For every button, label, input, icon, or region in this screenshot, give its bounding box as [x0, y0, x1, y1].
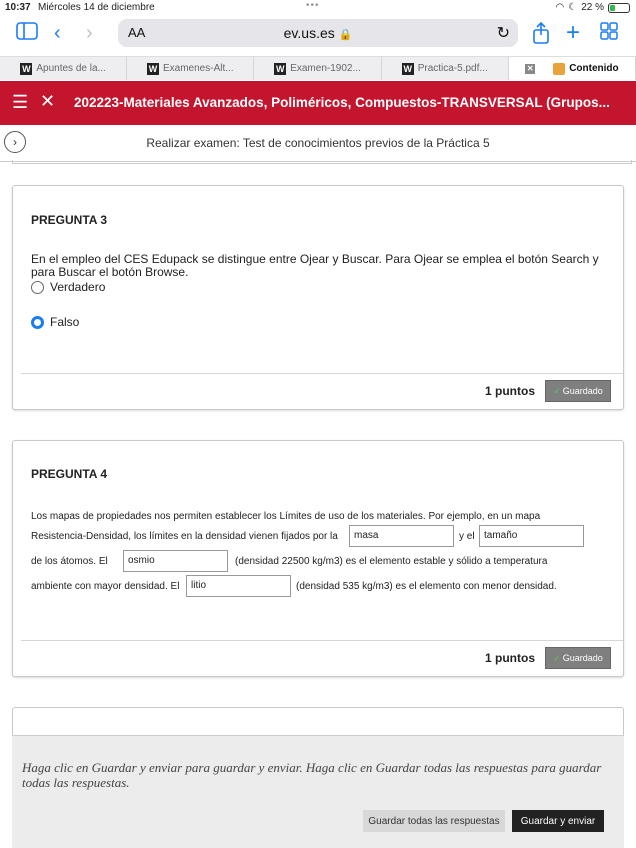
word-icon: W: [275, 63, 285, 74]
expand-chevron-icon[interactable]: ›: [4, 131, 26, 153]
question-text-line: (densidad 535 kg/m3) es el elemento con menor densidad.: [296, 581, 557, 592]
tab-strip: [0, 56, 636, 80]
battery-percent: 22 %: [581, 2, 604, 13]
new-tab-icon[interactable]: +: [566, 19, 581, 46]
forward-icon[interactable]: ›: [86, 22, 93, 44]
points-label: 1 puntos: [485, 651, 535, 665]
question-4-card: [12, 440, 624, 677]
course-header: [0, 81, 636, 125]
question-text-line: ambiente con mayor densidad. El: [31, 581, 180, 592]
moon-icon: ☾: [568, 2, 578, 13]
saved-badge: ✓ Guardado: [545, 380, 611, 402]
tab-examen[interactable]: W Examen-1902...: [254, 57, 381, 80]
question-text-line: Los mapas de propiedades nos permiten establecer los Límites de uso de los materiales. Por ejemplo, en un mapa: [31, 511, 541, 522]
multitask-dots-icon[interactable]: •••: [306, 0, 320, 11]
close-tab-icon[interactable]: ✕: [526, 64, 534, 73]
option-falso[interactable]: [31, 315, 79, 329]
divider: [21, 640, 623, 641]
word-icon: W: [403, 63, 412, 74]
word-icon: W: [148, 63, 158, 74]
sidebar-icon[interactable]: [16, 22, 38, 45]
tab-practica[interactable]: W Practica-5.pdf...: [382, 57, 509, 80]
option-label: Verdadero: [50, 280, 106, 294]
question-text-line: de los átomos. El: [31, 556, 108, 567]
status-bar: [0, 0, 636, 16]
share-icon[interactable]: [532, 22, 550, 49]
answer-input-3[interactable]: osmio: [123, 550, 228, 572]
question-text-line: Resistencia-Densidad, los límites en la densidad vienen fijados por la: [31, 531, 338, 542]
browser-toolbar: [0, 16, 636, 52]
status-time: 10:37: [5, 2, 31, 13]
question-text-line: y el: [459, 531, 475, 542]
tabs-overview-icon[interactable]: [600, 22, 618, 45]
menu-icon[interactable]: ☰: [12, 92, 29, 112]
save-all-button[interactable]: Guardar todas las respuestas: [363, 810, 505, 832]
check-icon: ✓: [553, 385, 561, 396]
radio-verdadero[interactable]: [31, 281, 44, 294]
site-favicon-icon: [553, 63, 565, 75]
option-verdadero[interactable]: [31, 280, 105, 294]
divider: [21, 373, 623, 374]
status-date: Miércoles 14 de diciembre: [38, 2, 155, 13]
question-3-card: [12, 185, 624, 410]
answer-input-4[interactable]: litio: [186, 575, 291, 597]
saved-badge: ✓ Guardado: [545, 647, 611, 669]
question-text-line: (densidad 22500 kg/m3) es el elemento estable y sólido a temperatura: [235, 556, 548, 567]
battery-icon: [608, 3, 630, 13]
status-indicators: [556, 2, 631, 13]
close-icon[interactable]: ✕: [40, 91, 56, 111]
back-icon[interactable]: ‹: [54, 22, 61, 44]
exam-subheader: [0, 126, 636, 162]
divider: [12, 160, 632, 164]
question-5-card: [12, 707, 624, 737]
course-title: 202223-Materiales Avanzados, Poliméricos, Compuestos-TRANSVERSAL (Grupos...: [74, 95, 610, 110]
question-heading: PREGUNTA 4: [31, 467, 108, 481]
tab-apuntes[interactable]: W Apuntes de la...: [0, 57, 127, 80]
answer-input-2[interactable]: tamaño: [479, 525, 584, 547]
option-label: Falso: [50, 315, 80, 329]
submit-instructions: Haga clic en Guardar y enviar para guardar y enviar. Haga clic en Guardar todas las respuestas para guardar todas las respuestas.: [22, 760, 602, 790]
reload-icon[interactable]: ↻: [496, 25, 510, 42]
word-icon: W: [22, 63, 31, 74]
question-text: En el empleo del CES Edupack se distingue entre Ojear y Buscar. Para Ojear se emplea el botón Search y para Buscar el botón Browse.: [31, 252, 599, 279]
check-icon: ✓: [553, 652, 561, 663]
submit-panel: [12, 735, 624, 848]
address-bar[interactable]: [118, 19, 518, 47]
answer-input-1[interactable]: masa: [349, 525, 454, 547]
wifi-icon: ◠: [555, 2, 565, 13]
tab-contenido[interactable]: ✕ Contenido: [509, 57, 636, 80]
exam-title: Realizar examen: Test de conocimientos previos de la Práctica 5: [146, 136, 490, 150]
save-and-submit-button[interactable]: Guardar y enviar: [512, 810, 604, 832]
tab-examenes[interactable]: W Examenes-Alt...: [127, 57, 254, 80]
url-text: ev.us.es 🔒: [283, 25, 353, 41]
reader-aa-button[interactable]: AA: [128, 25, 146, 40]
lock-icon: 🔒: [338, 29, 353, 41]
question-heading: PREGUNTA 3: [31, 213, 108, 227]
points-label: 1 puntos: [485, 384, 535, 398]
radio-falso[interactable]: [31, 316, 44, 329]
